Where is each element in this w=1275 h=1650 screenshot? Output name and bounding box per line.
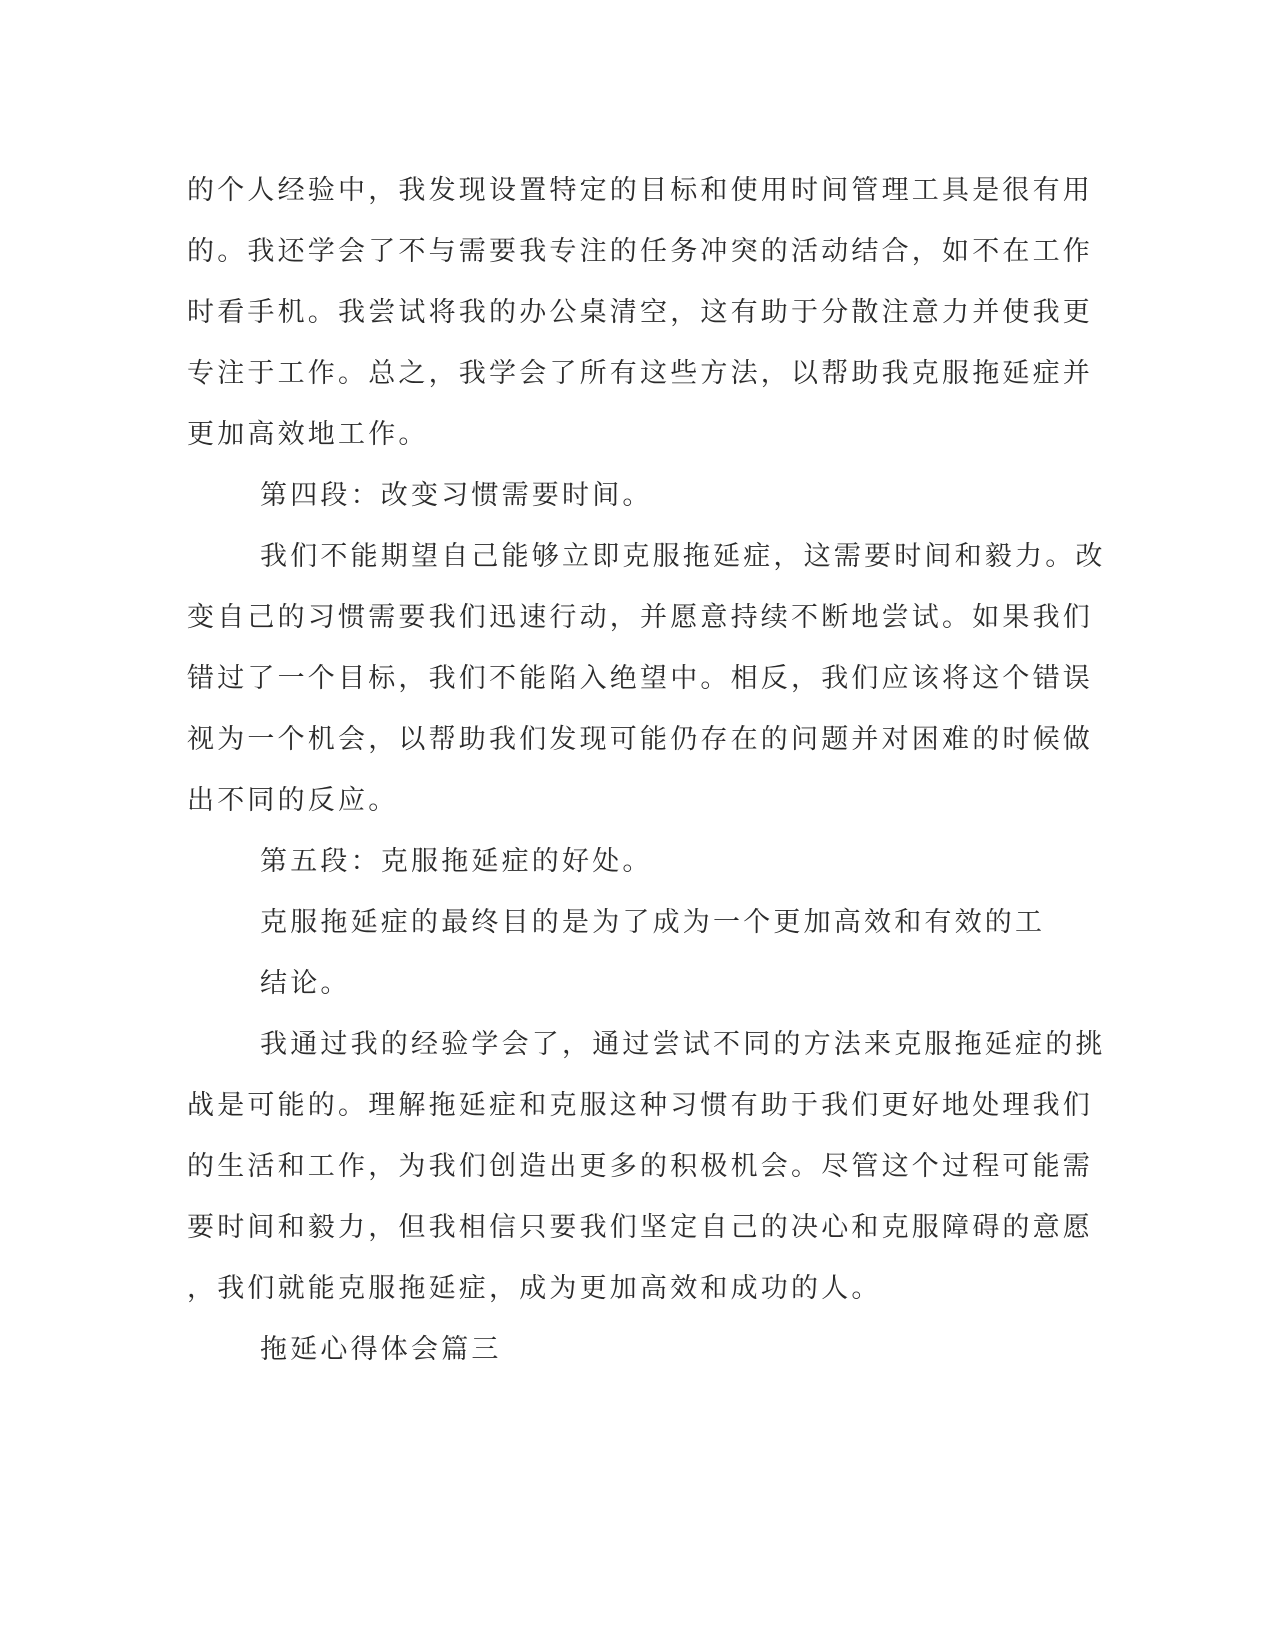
- text-line: ，我们就能克服拖延症，成为更加高效和成功的人。: [187, 1273, 882, 1304]
- heading-text: 拖延心得体会篇三: [260, 1334, 502, 1365]
- section-heading-part-3: [187, 1319, 1067, 1380]
- text-line: 错过了一个目标，我们不能陷入绝望中。相反，我们应该将这个错误: [187, 663, 1093, 694]
- text-line: 的。我还学会了不与需要我专注的任务冲突的活动结合，如不在工作: [187, 236, 1093, 267]
- paragraph-habits: [187, 526, 1106, 831]
- heading-text: 第四段：改变习惯需要时间。: [260, 480, 653, 511]
- text-line: 视为一个机会，以帮助我们发现可能仍存在的问题并对困难的时候做: [187, 724, 1093, 755]
- paragraph-conclusion: [187, 1014, 1106, 1319]
- section-heading-5: [187, 831, 1067, 892]
- document-body: [187, 160, 1106, 1380]
- text-line: 变自己的习惯需要我们迅速行动，并愿意持续不断地尝试。如果我们: [187, 602, 1093, 633]
- text-line: 克服拖延症的最终目的是为了成为一个更加高效和有效的工: [260, 907, 1046, 938]
- text-line: 战是可能的。理解拖延症和克服这种习惯有助于我们更好地处理我们: [187, 1090, 1093, 1121]
- paragraph-benefits: [187, 892, 1067, 953]
- text-line: 我通过我的经验学会了，通过尝试不同的方法来克服拖延症的挑: [260, 1029, 1106, 1060]
- text-line: 更加高效地工作。: [187, 419, 429, 450]
- text-line: 出不同的反应。: [187, 785, 399, 816]
- text-line: 要时间和毅力，但我相信只要我们坚定自己的决心和克服障碍的意愿: [187, 1212, 1093, 1243]
- text-line: 我们不能期望自己能够立即克服拖延症，这需要时间和毅力。改: [260, 541, 1106, 572]
- paragraph-methods-continued: [187, 160, 1093, 465]
- section-heading-4: [187, 465, 1067, 526]
- heading-text: 结论。: [260, 968, 351, 999]
- text-line: 的个人经验中，我发现设置特定的目标和使用时间管理工具是很有用: [187, 175, 1093, 206]
- text-line: 的生活和工作，为我们创造出更多的积极机会。尽管这个过程可能需: [187, 1151, 1093, 1182]
- text-line: 时看手机。我尝试将我的办公桌清空，这有助于分散注意力并使我更: [187, 297, 1093, 328]
- heading-text: 第五段：克服拖延症的好处。: [260, 846, 653, 877]
- section-heading-conclusion: [187, 953, 1067, 1014]
- text-line: 专注于工作。总之，我学会了所有这些方法，以帮助我克服拖延症并: [187, 358, 1093, 389]
